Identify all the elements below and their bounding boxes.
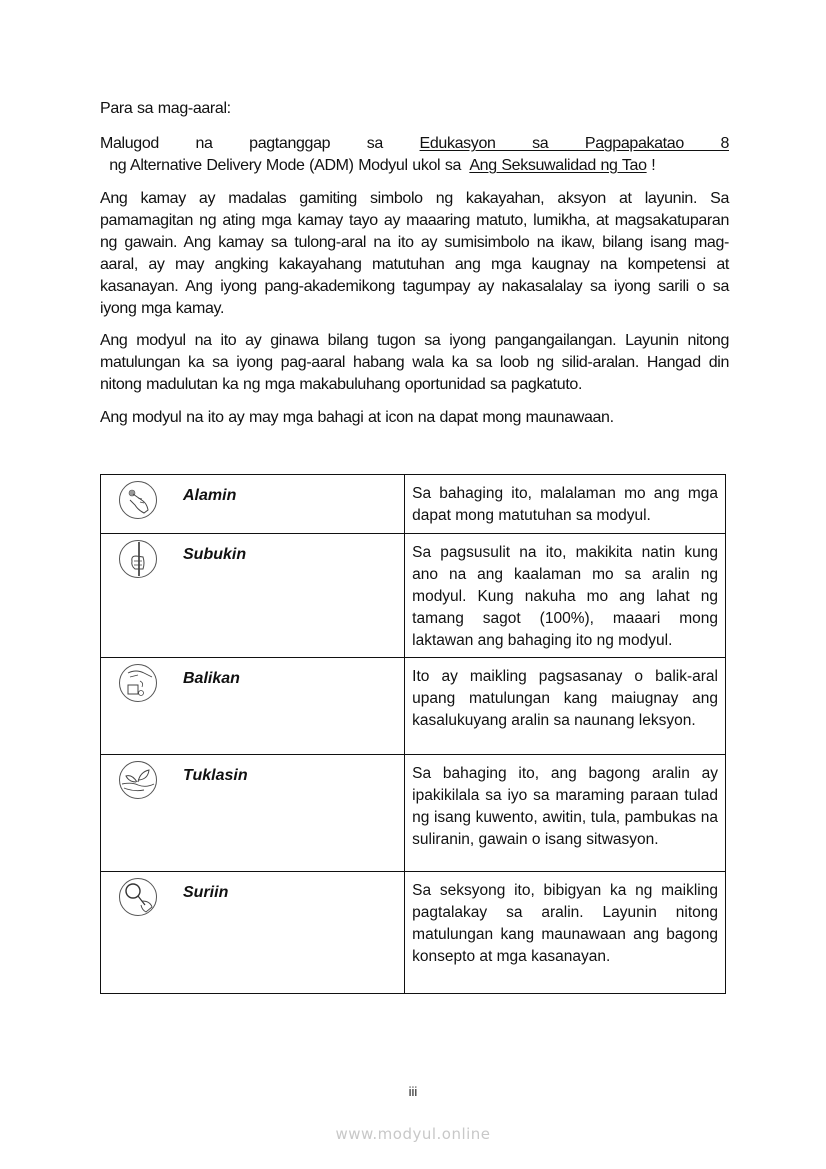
subject-title: Edukasyon sa Pagpapakatao 8	[419, 135, 729, 152]
section-label: Subukin	[183, 546, 247, 563]
section-label: Suriin	[183, 884, 229, 901]
hand-pointing-icon	[118, 480, 158, 520]
module-parts-table	[100, 474, 726, 994]
hand-magnifier-icon	[118, 877, 158, 917]
table-row	[101, 872, 726, 994]
welcome-text-2: ng Alternative Delivery Mode (ADM) Modyul ukol sa	[100, 157, 470, 174]
greeting: Para sa mag-aaral:	[100, 100, 231, 117]
hand-plant-icon	[118, 760, 158, 800]
welcome-paragraph	[100, 133, 729, 177]
table-row	[101, 475, 726, 534]
hand-puzzle-icon	[118, 663, 158, 703]
welcome-text-3: !	[646, 157, 656, 174]
watermark: www.modyul.online	[335, 1125, 491, 1143]
topic-title: Ang Seksuwalidad ng Tao	[469, 157, 647, 174]
welcome-text-1: Malugod na pagtanggap sa	[100, 135, 420, 152]
section-label: Tuklasin	[183, 767, 248, 784]
intro-paragraph-purpose: Ang modyul na ito ay ginawa bilang tugon sa iyong pangangailangan. Layunin nitong matulungan ka sa iyong pag-aaral habang wala ka sa loob ng silid-aralan. Hangad din nitong madulutan ka ng mga makabuluhang oportunidad sa pagkatuto.	[100, 332, 729, 393]
section-description: Sa pagsusulit na ito, makikita natin kung ano na ang kaalaman mo sa aralin ng modyul. Kung nakuha mo ang lahat ng tamang sagot (100%), maaari mong laktawan ang bahaging ito ng modyul.	[405, 534, 726, 658]
section-description: Sa bahaging ito, ang bagong aralin ay ipakikilala sa iyo sa maraming paraan tulad ng isang kuwento, awitin, tula, pambukas na suliranin, gawain o isang sitwasyon.	[405, 755, 726, 872]
intro-paragraph-parts: Ang modyul na ito ay may mga bahagi at icon na dapat mong maunawaan.	[100, 409, 614, 426]
section-label: Alamin	[183, 487, 237, 504]
intro-paragraph-hand: Ang kamay ay madalas gamiting simbolo ng kakayahan, aksyon at layunin. Sa pamamagitan ng ating mga kamay tayo ay maaaring matuto, lumikha, at magsakatuparan ng gawain. Ang kamay sa tulong-aral na ito ay sumisimbolo na ikaw, bilang isang mag-aaral, ay may angking kakayahang matutuhan ang mga kaugnay na kompetensi at kasanayan. Ang iyong pang-akademikong tagumpay ay nakasalalay sa iyong sarili o sa iyong mga kamay.	[100, 190, 729, 317]
table-row	[101, 658, 726, 755]
page-number: iii	[408, 1084, 418, 1099]
table-row	[101, 755, 726, 872]
section-description: Sa bahaging ito, malalaman mo ang mga dapat mong matutuhan sa modyul.	[405, 475, 726, 534]
section-description: Sa seksyong ito, bibigyan ka ng maikling pagtalakay sa aralin. Layunin nitong matulungan kang maunawaan ang bagong konsepto at mga kasanayan.	[405, 872, 726, 994]
section-description: Ito ay maikling pagsasanay o balik-aral upang matulungan kang maiugnay ang kasalukuyang aralin sa naunang leksyon.	[405, 658, 726, 755]
table-row	[101, 534, 726, 658]
section-label: Balikan	[183, 670, 240, 687]
hand-pencil-icon	[118, 539, 158, 579]
